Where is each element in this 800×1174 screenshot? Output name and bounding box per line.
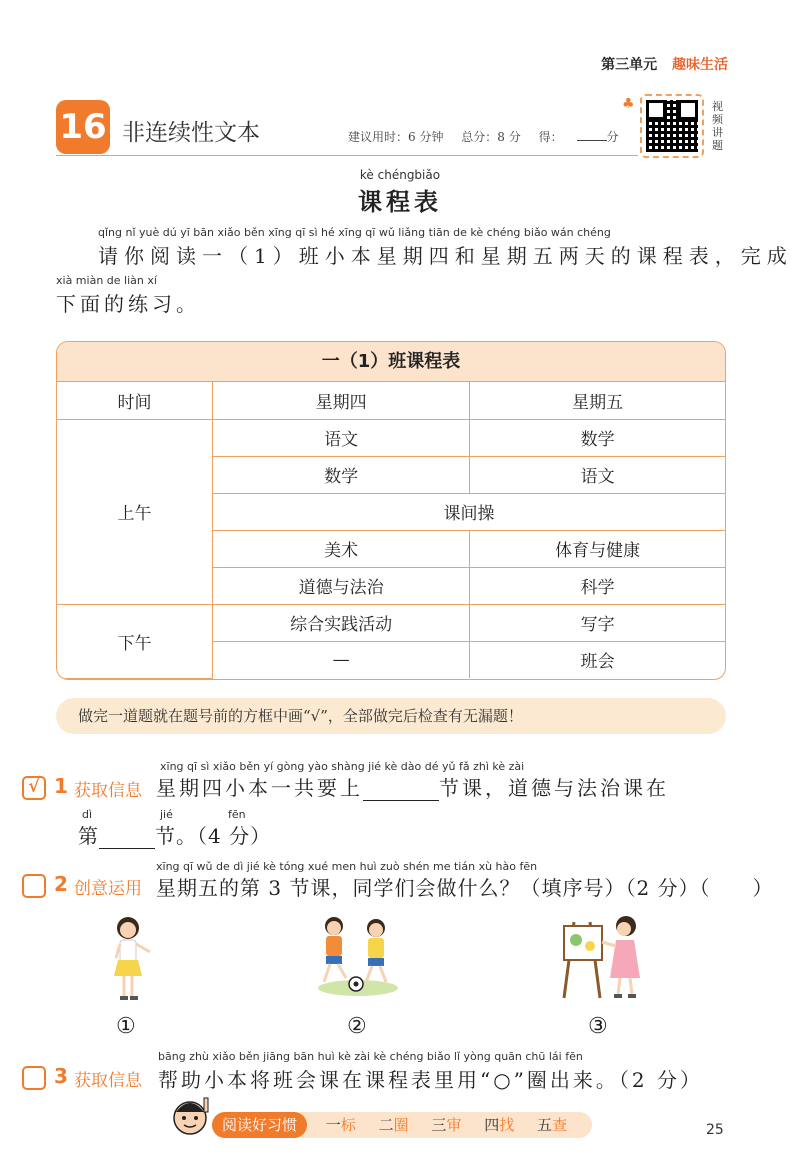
option-3-label[interactable]: ③ <box>588 1014 608 1039</box>
article-title <box>0 168 800 217</box>
question-1-text-a: 星期四小本一共要上 <box>156 776 363 800</box>
article-title-text: 课程表 <box>358 187 442 216</box>
question-1-text <box>156 772 669 801</box>
instruction-banner: 做完一道题就在题号前的方框中画“√”，全部做完后检查有无漏题！ <box>56 698 726 734</box>
table-cell[interactable]: 班会 <box>470 641 725 678</box>
lesson-number: 16 <box>56 100 110 154</box>
lesson-title: 非连续性文本 <box>122 120 260 146</box>
question-1-tag: 获取信息 <box>74 781 142 801</box>
question-1-blank-2[interactable] <box>99 825 155 849</box>
question-2 <box>22 860 774 900</box>
option-2-label[interactable]: ② <box>347 1014 367 1039</box>
table-cell[interactable]: 体育与健康 <box>470 530 725 567</box>
question-3-pinyin: bāng zhù xiǎo běn jiāng bān huì kè zài kè chéng biǎo lǐ yòng quān chū lái fēn <box>158 1050 583 1063</box>
break-cell[interactable]: 课间操 <box>213 493 725 530</box>
question-1-line2 <box>78 820 271 849</box>
table-cell[interactable]: 语文 <box>470 456 725 493</box>
table-cell[interactable]: — <box>213 641 470 678</box>
question-1 <box>22 760 762 850</box>
question-2-number: 2 <box>54 872 68 896</box>
suggested-time: 建议用时：6 分钟 <box>348 130 444 144</box>
question-1-line2-pinyin-c: fēn <box>228 808 246 821</box>
footer-habit <box>168 1100 588 1138</box>
question-2-tag: 创意运用 <box>74 879 142 899</box>
table-row <box>57 419 725 456</box>
unit-label: 第三单元 <box>601 57 658 73</box>
total-score: 总分：8 分 <box>461 130 521 144</box>
intro-line-2-text: 下面的练习。 <box>56 292 200 316</box>
page-number: 25 <box>706 1122 724 1138</box>
question-3-checkbox[interactable] <box>22 1066 46 1090</box>
lesson-meta <box>348 128 633 145</box>
table-cell[interactable]: 写字 <box>470 604 725 641</box>
question-1-number: 1 <box>54 774 68 798</box>
mascot-icon <box>168 1094 214 1140</box>
header-cell: 星期五 <box>470 382 725 419</box>
schedule-title: 一（1）班课程表 <box>57 342 725 382</box>
table-cell[interactable]: 美术 <box>213 530 470 567</box>
question-1-line2-pinyin-b: jié <box>160 808 173 821</box>
question-1-checkbox[interactable]: √ <box>22 776 46 800</box>
table-row <box>57 382 725 419</box>
intro-line-1-pinyin: qǐng nǐ yuè dú yī bān xiǎo běn xīng qī sì hé xīng qī wǔ liǎng tiān de kè chéng biǎo wán chéng <box>98 226 611 239</box>
question-1-text-b: 节课，道德与法治课在 <box>439 776 669 800</box>
question-1-blank-1[interactable] <box>363 777 439 801</box>
table-row <box>57 604 725 641</box>
article-title-pinyin: kè chéngbiǎo <box>359 168 441 182</box>
qr-code-icon <box>646 100 698 152</box>
unit-theme: 趣味生活 <box>672 57 728 73</box>
table-cell[interactable]: 科学 <box>470 567 725 604</box>
unit-header <box>601 54 728 74</box>
habit-step: 一标 <box>325 1116 356 1134</box>
header-cell: 时间 <box>57 382 213 419</box>
question-1-line2-a: 第 <box>78 824 99 848</box>
score-label: 得： <box>538 130 563 144</box>
question-3 <box>22 1050 762 1094</box>
girl-singing-picture[interactable] <box>104 912 156 1004</box>
habit-bar <box>212 1112 592 1138</box>
habit-step: 三审 <box>431 1116 462 1134</box>
table-cell[interactable]: 综合实践活动 <box>213 604 470 641</box>
question-2-text: 星期五的第 3 节课，同学们会做什么？（填序号）（2 分）（ ） <box>156 876 774 900</box>
girl-painting-picture[interactable] <box>560 912 646 1004</box>
intro-line-1-text: 请你阅读一（1）班小本星期四和星期五两天的课程表，完成 <box>98 244 793 268</box>
habit-label: 阅读好习惯 <box>212 1112 307 1138</box>
question-1-pinyin: xīng qī sì xiǎo běn yí gòng yào shàng jié kè dào dé yǔ fǎ zhì kè zài <box>160 760 525 773</box>
intro-line-1 <box>56 226 793 269</box>
table-cell[interactable]: 道德与法治 <box>213 567 470 604</box>
question-3-text: 帮助小本将班会课在课程表里用“○”圈出来。（2 分） <box>158 1068 703 1092</box>
table-cell[interactable]: 数学 <box>213 456 470 493</box>
habit-step: 五查 <box>537 1116 568 1134</box>
question-3-number: 3 <box>54 1064 68 1088</box>
question-1-line2-b: 节。（4 分） <box>155 824 272 848</box>
habit-step: 四找 <box>484 1116 515 1134</box>
score-blank[interactable] <box>577 140 607 141</box>
score-unit: 分 <box>606 130 619 144</box>
header-cell: 星期四 <box>213 382 470 419</box>
question-2-pinyin: xīng qī wǔ de dì jié kè tóng xué men huì zuò shén me tián xù hào fēn <box>156 860 538 873</box>
qr-code[interactable] <box>640 94 704 158</box>
intro-line-2 <box>56 274 732 317</box>
intro-line-2-pinyin: xià miàn de liàn xí <box>56 274 157 287</box>
morning-label: 上午 <box>57 419 213 604</box>
table-cell[interactable]: 数学 <box>470 419 725 456</box>
schedule-grid <box>57 382 725 679</box>
question-3-tag: 获取信息 <box>74 1071 142 1091</box>
table-cell[interactable]: 语文 <box>213 419 470 456</box>
question-2-checkbox[interactable] <box>22 874 46 898</box>
qr-label: 视频讲题 <box>712 100 723 152</box>
lesson-bar <box>56 98 638 156</box>
schedule-table <box>56 341 726 680</box>
option-1-label[interactable]: ① <box>116 1014 136 1039</box>
sprout-icon: ♣ <box>622 96 635 112</box>
boys-football-picture[interactable] <box>316 912 400 998</box>
habit-step: 二圈 <box>378 1116 409 1134</box>
question-1-line2-pinyin-a: dì <box>82 808 93 821</box>
afternoon-label: 下午 <box>57 604 213 678</box>
